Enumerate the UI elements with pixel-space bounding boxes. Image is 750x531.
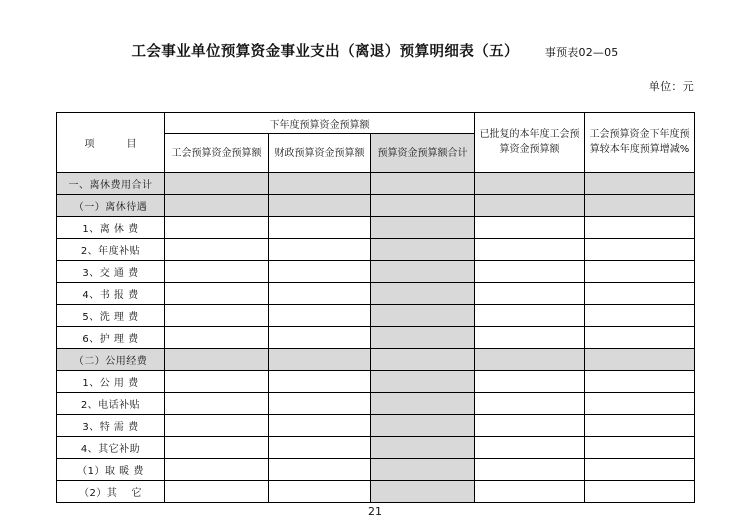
table-row: [57, 327, 695, 349]
header-next-year-group: 下年度预算资金预算额: [165, 113, 475, 134]
row-label: 3、特 需 费: [57, 415, 165, 437]
table-row: [57, 217, 695, 239]
table-row: [57, 371, 695, 393]
row-label: 3、交 通 费: [57, 261, 165, 283]
table-cell[interactable]: [585, 481, 695, 503]
table-cell[interactable]: [475, 173, 585, 195]
table-cell[interactable]: [371, 173, 475, 195]
table-cell[interactable]: [165, 371, 269, 393]
table-cell[interactable]: [371, 195, 475, 217]
row-label: 4、书 报 费: [57, 283, 165, 305]
table-cell[interactable]: [475, 239, 585, 261]
table-cell[interactable]: [269, 371, 371, 393]
table-cell[interactable]: [475, 217, 585, 239]
table-cell[interactable]: [165, 305, 269, 327]
table-cell[interactable]: [371, 349, 475, 371]
table-cell[interactable]: [475, 371, 585, 393]
table-cell[interactable]: [269, 327, 371, 349]
table-cell[interactable]: [475, 283, 585, 305]
table-cell[interactable]: [269, 305, 371, 327]
row-label: 1、离 休 费: [57, 217, 165, 239]
table-row: [57, 261, 695, 283]
table-cell[interactable]: [269, 349, 371, 371]
table-row: [57, 305, 695, 327]
table-row: [57, 283, 695, 305]
page-title: 工会事业单位预算资金事业支出（离退）预算明细表（五）: [131, 44, 519, 60]
row-label: 2、年度补贴: [57, 239, 165, 261]
table-cell[interactable]: [165, 393, 269, 415]
table-cell[interactable]: [371, 459, 475, 481]
row-label: （1）取 暖 费: [57, 459, 165, 481]
table-cell[interactable]: [371, 393, 475, 415]
row-label: 一、离休费用合计: [57, 173, 165, 195]
table-body: [57, 173, 695, 503]
table-cell[interactable]: [585, 195, 695, 217]
title-row: [0, 40, 750, 61]
table-cell[interactable]: [269, 459, 371, 481]
table-cell[interactable]: [475, 349, 585, 371]
form-code: 事预表02—05: [544, 46, 619, 59]
table-row: [57, 393, 695, 415]
row-label: 4、其它补助: [57, 437, 165, 459]
table-cell[interactable]: [475, 261, 585, 283]
table-cell[interactable]: [585, 283, 695, 305]
table-cell[interactable]: [269, 239, 371, 261]
table-cell[interactable]: [269, 173, 371, 195]
row-label: 2、电话补贴: [57, 393, 165, 415]
table-cell[interactable]: [371, 371, 475, 393]
table-cell[interactable]: [585, 239, 695, 261]
table-cell[interactable]: [165, 261, 269, 283]
table-row: [57, 349, 695, 371]
table-cell[interactable]: [165, 239, 269, 261]
table-cell[interactable]: [371, 283, 475, 305]
table-cell[interactable]: [371, 217, 475, 239]
table-cell[interactable]: [475, 415, 585, 437]
table-row: [57, 459, 695, 481]
table-cell[interactable]: [371, 239, 475, 261]
table-cell[interactable]: [165, 327, 269, 349]
row-label: 6、护 理 费: [57, 327, 165, 349]
table-cell[interactable]: [269, 283, 371, 305]
table-cell[interactable]: [371, 327, 475, 349]
header-approved-current-year: 已批复的本年度工会预算资金预算额: [475, 113, 585, 173]
header-union-budget: 工会预算资金预算额: [165, 134, 269, 173]
table-row: [57, 437, 695, 459]
table-cell[interactable]: [585, 415, 695, 437]
table-cell[interactable]: [165, 349, 269, 371]
table-cell[interactable]: [371, 415, 475, 437]
table-cell[interactable]: [475, 459, 585, 481]
table-cell[interactable]: [269, 481, 371, 503]
table-cell[interactable]: [585, 327, 695, 349]
table-cell[interactable]: [165, 481, 269, 503]
header-change-percent: 工会预算资金下年度预算较本年度预算增减%: [585, 113, 695, 173]
table-row: [57, 173, 695, 195]
table-cell[interactable]: [269, 415, 371, 437]
table-cell[interactable]: [371, 261, 475, 283]
table-cell[interactable]: [165, 437, 269, 459]
table-cell[interactable]: [475, 437, 585, 459]
table-cell[interactable]: [165, 283, 269, 305]
table-cell[interactable]: [269, 261, 371, 283]
table-cell[interactable]: [585, 217, 695, 239]
budget-table: [56, 112, 695, 503]
row-label: 5、洗 理 费: [57, 305, 165, 327]
table-cell[interactable]: [371, 481, 475, 503]
table-row: [57, 195, 695, 217]
table-cell[interactable]: [269, 437, 371, 459]
table-cell[interactable]: [475, 327, 585, 349]
table-cell[interactable]: [165, 173, 269, 195]
table-cell[interactable]: [585, 437, 695, 459]
table-cell[interactable]: [269, 393, 371, 415]
table-cell[interactable]: [585, 349, 695, 371]
row-label: （一）离休待遇: [57, 195, 165, 217]
row-label: （二）公用经费: [57, 349, 165, 371]
unit-note: 单位：元: [648, 80, 694, 93]
table-row: [57, 415, 695, 437]
table-cell[interactable]: [475, 393, 585, 415]
table-cell[interactable]: [269, 217, 371, 239]
table-cell[interactable]: [585, 305, 695, 327]
table-cell[interactable]: [585, 261, 695, 283]
table-cell[interactable]: [371, 437, 475, 459]
table-header-group-row: [57, 113, 695, 134]
header-budget-total: 预算资金预算额合计: [371, 134, 475, 173]
table-cell[interactable]: [165, 459, 269, 481]
table-cell[interactable]: [165, 415, 269, 437]
table-cell[interactable]: [585, 393, 695, 415]
row-label: 1、公 用 费: [57, 371, 165, 393]
table-cell[interactable]: [585, 173, 695, 195]
row-label: （2）其 它: [57, 481, 165, 503]
table-row: [57, 481, 695, 503]
table-cell[interactable]: [269, 195, 371, 217]
table-cell[interactable]: [475, 305, 585, 327]
page-number: 21: [368, 505, 382, 518]
table-cell[interactable]: [585, 371, 695, 393]
table-cell[interactable]: [371, 305, 475, 327]
table-cell[interactable]: [475, 195, 585, 217]
header-finance-budget: 财政预算资金预算额: [269, 134, 371, 173]
table-cell[interactable]: [585, 459, 695, 481]
table-cell[interactable]: [475, 481, 585, 503]
table-row: [57, 239, 695, 261]
table-cell[interactable]: [165, 195, 269, 217]
table-cell[interactable]: [165, 217, 269, 239]
header-item: 项 目: [57, 113, 165, 173]
